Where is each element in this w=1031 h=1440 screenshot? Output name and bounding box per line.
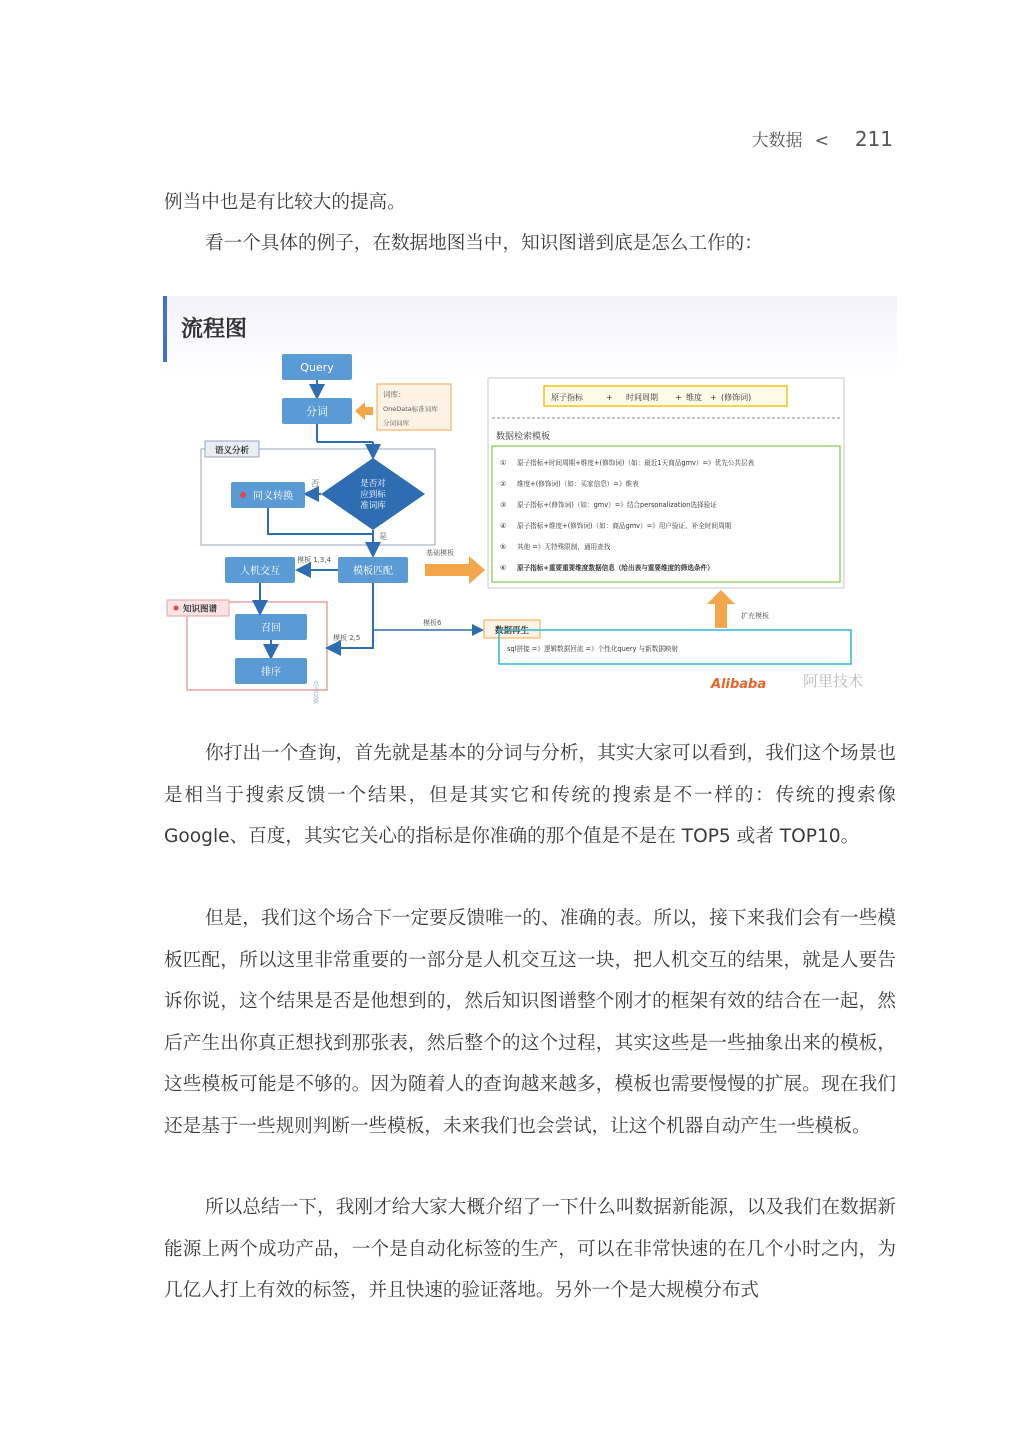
regen-label: 数据再生 (494, 626, 530, 636)
synonym-dot (240, 492, 246, 498)
no-label: 否 (311, 479, 319, 488)
template-text-5: 其他 =》无特殊限制，通用查找 (517, 543, 611, 551)
feedback-side-label: 点击反馈·个 (311, 680, 319, 704)
template-num-6: ⑥ (500, 564, 507, 572)
formula-atomic: 原子指标 (551, 393, 583, 402)
formula-plus-2: + (675, 393, 682, 402)
template-num-4: ④ (500, 522, 507, 530)
tpl-134-label: 模板 1,3,4 (297, 556, 332, 564)
template-num-3: ③ (500, 501, 507, 509)
semantic-label: 语义分析 (214, 446, 250, 456)
synonym-label: 同义转换 (253, 491, 293, 502)
dict-line-1: OneData标准词库 (383, 405, 438, 413)
yes-label: 是 (379, 532, 387, 541)
segment-label: 分词 (306, 405, 328, 418)
template-text-6: 原子指标+重要重要维度数据信息（给出表与重要维度的筛选条件） (517, 564, 714, 572)
dict-title: 词库： (383, 390, 406, 399)
decision-line-1: 是否对 (360, 479, 386, 489)
title-accent-bar (163, 296, 167, 362)
formula-period: 时间周期 (626, 393, 658, 402)
page-number: 211 (854, 127, 893, 151)
regen-flow: sql拼接 =》逻辑数据回流 =》个性化query 与新数据映射 (507, 645, 679, 653)
header-separator: < (814, 131, 829, 151)
template-text-4: 原子指标+维度+(修饰词)（如：商品gmv）=》用户验证、补全时间周期 (517, 522, 732, 530)
flowchart-figure (163, 296, 897, 704)
figure-title: 流程图 (181, 317, 248, 342)
paragraph-5: 所以总结一下，我刚才给大家大概介绍了一下什么叫数据新能源，以及我们在数据新能源上两个成功产品，一个是自动化标签的生产，可以在非常快速的在几个小时之内，为几亿人打上有效的标签，并且快速的验证落地。另外一个是大规模分布式 (164, 1197, 896, 1301)
decision-line-2: 应到标 (360, 490, 386, 500)
alibaba-logo-icon: Alibaba (711, 677, 767, 692)
template-list-title: 数据检索模板 (496, 432, 551, 442)
formula-plus-1: + (606, 393, 613, 402)
tpl-6-label: 模板6 (423, 619, 442, 627)
paragraph-4: 但是，我们这个场合下一定要反馈唯一的、准确的表。所以，接下来我们会有一些模板匹配，所以这里非常重要的一部分是人机交互这一块，把人机交互的结果，就是人要告诉你说，这个结果是否是他想到的，然后知识图谱整个刚才的框架有效的结合在一起，然后产生出你真正想找到那张表，然后整个的这个过程，其实这些是一些抽象出来的模板，这些模板可能是不够的。因为随着人的查询越来越多，模板也需要慢慢的扩展。现在我们还是基于一些规则判断一些模板，未来我们也会尝试，让这个机器自动产生一些模板。 (164, 908, 896, 1137)
formula-plus-3: + (710, 393, 717, 402)
base-tpl-label: 基础模板 (426, 549, 454, 557)
formula-dim: 维度 (686, 393, 702, 402)
kg-label: 知识图谱 (183, 604, 218, 615)
template-text-1: 原子指标+时间周期+维度+(修饰词)（如：最近1天商品gmv）=》优先公共层表 (517, 459, 755, 467)
formula-modifier: (修饰词) (721, 393, 752, 402)
query-label: Query (300, 361, 334, 374)
paragraph-2: 看一个具体的例子，在数据地图当中，知识图谱到底是怎么工作的： (205, 233, 763, 254)
extend-tpl-label: 扩充模板 (741, 612, 769, 620)
paragraph-3: 你打出一个查询，首先就是基本的分词与分析，其实大家可以看到，我们这个场景也是相当于搜索反馈一个结果，但是其实它和传统的搜索是不一样的：传统的搜索像 Google、百度，其实它关心的指标是你准确的那个值是不是在 TOP5 或者 TOP10。 (164, 743, 896, 847)
page-header (752, 126, 893, 151)
decision-line-3: 准词库 (360, 501, 386, 511)
template-num-1: ① (500, 459, 507, 467)
hci-label: 人机交互 (240, 566, 280, 577)
tpl-25-label: 模板 2,5 (333, 634, 361, 642)
template-match-label: 模板匹配 (353, 566, 393, 577)
section-title: 大数据 (751, 131, 803, 151)
paragraph-1: 例当中也是有比较大的提高。 (164, 192, 406, 213)
template-num-5: ⑤ (500, 543, 507, 551)
template-text-2: 维度+(修饰词)（如：买家信息）=》维表 (517, 480, 639, 488)
sort-label: 排序 (261, 667, 281, 678)
template-text-3: 原子指标+(修饰词)（如：gmv）=》结合personalization选择验证 (517, 501, 717, 509)
recall-label: 召回 (261, 623, 281, 634)
watermark: 阿里技术 (803, 672, 864, 690)
template-num-2: ② (500, 480, 507, 488)
dict-line-2: 分词词库 (383, 419, 409, 427)
